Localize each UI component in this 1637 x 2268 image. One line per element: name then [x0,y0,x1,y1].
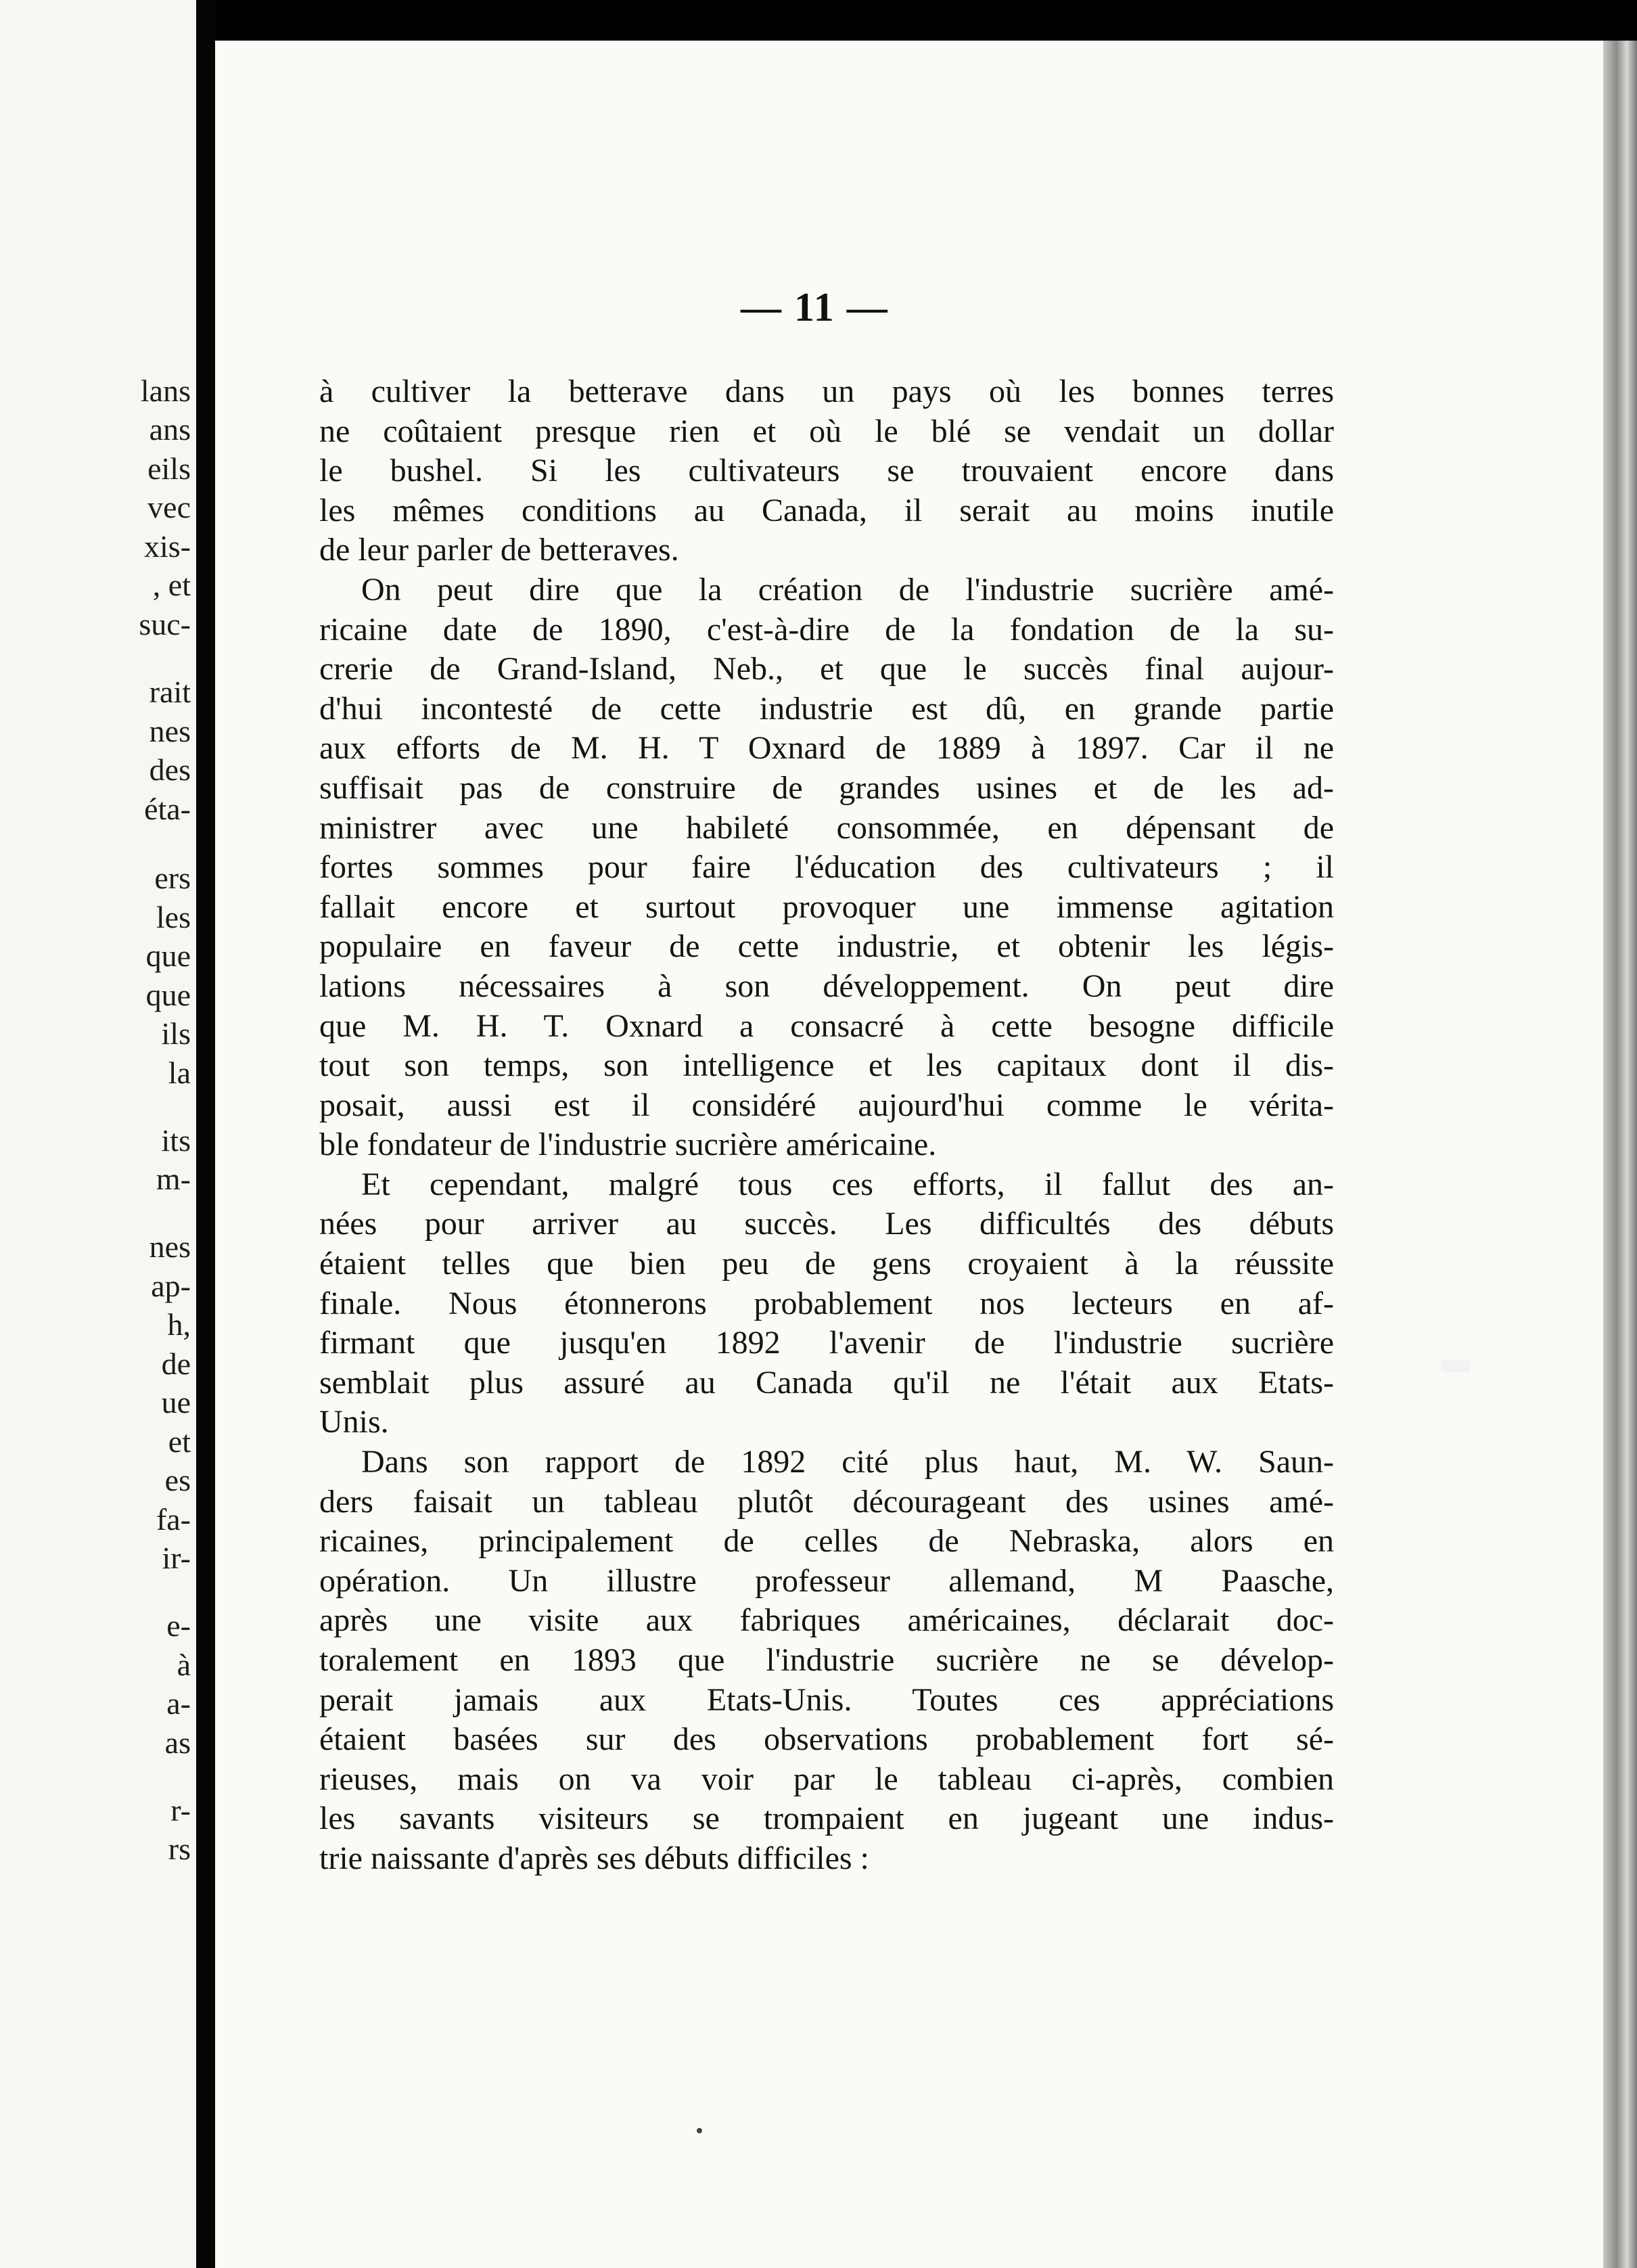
text-line: le bushel. Si les cultivateurs se trouvaient encore dans [319,453,1334,489]
left-page-text-fragment: et [168,1424,191,1459]
left-page-text-fragment: nes [149,714,191,748]
text-line: les mêmes conditions au Canada, il serait au moins inutile [319,492,1334,528]
left-page-text-fragment: que [145,938,191,973]
text-line: ne coûtaient presque rien et où le blé se vendait un dollar [319,413,1334,449]
text-line: On peut dire que la création de l'industrie sucrière amé- [361,571,1334,608]
left-page-text-fragment: h, [167,1307,191,1342]
paragraph [319,372,1334,570]
left-page-text-fragment: que [145,978,191,1012]
text-line: Et cependant, malgré tous ces efforts, il fallut des an- [361,1166,1334,1202]
paragraph [319,1443,1334,1879]
text-line: après une visite aux fabriques américaines, déclarait doc- [319,1602,1334,1639]
left-page-text-fragment: nes [149,1229,191,1264]
left-page-text-fragment: ans [149,412,191,447]
left-page-text-fragment: r- [170,1793,191,1828]
text-line: que M. H. T. Oxnard a consacré à cette besogne difficile [319,1007,1334,1044]
left-page-text-fragment: , et [152,568,191,602]
left-page-text-fragment: rait [149,675,191,709]
left-page-text-fragment: ir- [162,1541,191,1575]
left-page-text-fragment: à [177,1648,191,1682]
scan-artifact [1441,1360,1471,1372]
left-page-text-fragment: les [156,900,191,934]
text-line: aux efforts de M. H. T Oxnard de 1889 à 1897. Car il ne [319,730,1334,767]
text-line: ministrer avec une habileté consommée, en dépensant de [319,809,1334,846]
left-page-text-fragment: its [161,1123,191,1158]
left-page-text-fragment: eils [147,451,191,486]
left-page-text-fragment: xis- [144,529,191,564]
left-page-text-fragment: des [149,752,191,787]
text-line: posait, aussi est il considéré aujourd'hui comme le vérita- [319,1087,1334,1123]
text-line: nées pour arriver au succès. Les difficultés des débuts [319,1206,1334,1242]
text-line: tout son temps, son intelligence et les capitaux dont il dis- [319,1047,1334,1084]
text-line: suffisait pas de construire de grandes usines et de les ad- [319,769,1334,806]
text-line: semblait plus assuré au Canada qu'il ne l'était aux Etats- [319,1364,1334,1401]
left-page-text-fragment: lans [140,373,191,408]
left-page-text-fragment: a- [166,1686,191,1721]
text-line: ricaines, principalement de celles de Nebraska, alors en [319,1523,1334,1560]
text-line: lations nécessaires à son développement. On peut dire [319,968,1334,1004]
left-page-text-fragment: suc- [139,607,191,641]
text-line: perait jamais aux Etats-Unis. Toutes ces appréciations [319,1681,1334,1718]
left-page-text-fragment: ers [154,861,191,895]
text-line: crerie de Grand-Island, Neb., et que le succès final aujour- [319,651,1334,687]
left-page-text-fragment: e- [166,1608,191,1643]
page-number: — 11 — [741,285,889,330]
body-text [319,372,1334,1879]
book-gutter [196,0,215,2268]
text-line: firmant que jusqu'en 1892 l'avenir de l'industrie sucrière [319,1325,1334,1361]
left-page-text-fragment: la [168,1056,191,1090]
left-page-text-fragment: ap- [151,1269,191,1303]
text-line: les savants visiteurs se trompaient en jugeant une indus- [319,1800,1334,1837]
left-page-text-fragment: as [164,1725,191,1760]
text-line: populaire en faveur de cette industrie, et obtenir les légis- [319,928,1334,965]
paragraph [319,1165,1334,1443]
text-line: opération. Un illustre professeur allemand, M Paasche, [319,1562,1334,1599]
text-line: Unis. [319,1404,389,1441]
left-page-text-fragment: de [161,1346,191,1381]
text-line: d'hui incontesté de cette industrie est dû, en grande partie [319,690,1334,727]
text-line: Dans son rapport de 1892 cité plus haut, M. W. Saun- [361,1444,1334,1480]
left-page-text-fragment: fa- [156,1502,191,1537]
text-line: à cultiver la betterave dans un pays où les bonnes terres [319,373,1334,409]
left-page-text-fragment: m- [156,1162,191,1196]
left-page-text-fragment: éta- [144,792,191,826]
left-page-text-fragment: ue [161,1385,191,1420]
left-page-text-fragment: es [164,1463,191,1497]
text-line: fallait encore et surtout provoquer une immense agitation [319,888,1334,925]
left-page-text-fragment: rs [168,1832,191,1866]
text-line: ricaine date de 1890, c'est-à-dire de la fondation de la su- [319,611,1334,648]
text-line: étaient basées sur des observations probablement fort sé- [319,1721,1334,1758]
text-line: rieuses, mais on va voir par le tableau ci-après, combien [319,1761,1334,1797]
text-line: finale. Nous étonnerons probablement nos lecteurs en af- [319,1285,1334,1321]
text-line: fortes sommes pour faire l'éducation des cultivateurs ; il [319,849,1334,886]
text-line: trie naissante d'après ses débuts difficiles : [319,1840,869,1876]
text-line: étaient telles que bien peu de gens croyaient à la réussite [319,1246,1334,1282]
text-line: de leur parler de betteraves. [319,532,679,568]
text-line: ders faisait un tableau plutôt décourageant des usines amé- [319,1483,1334,1520]
left-page-fragment [0,0,196,2268]
text-line: ble fondateur de l'industrie sucrière américaine. [319,1127,937,1163]
text-line: toralement en 1893 que l'industrie sucrière ne se dévelop- [319,1642,1334,1678]
scan-speck [697,2128,702,2133]
left-page-text-fragment: vec [147,490,191,524]
paragraph [319,570,1334,1165]
left-page-text-fragment: ils [161,1016,191,1051]
page-edge [1603,41,1637,2268]
